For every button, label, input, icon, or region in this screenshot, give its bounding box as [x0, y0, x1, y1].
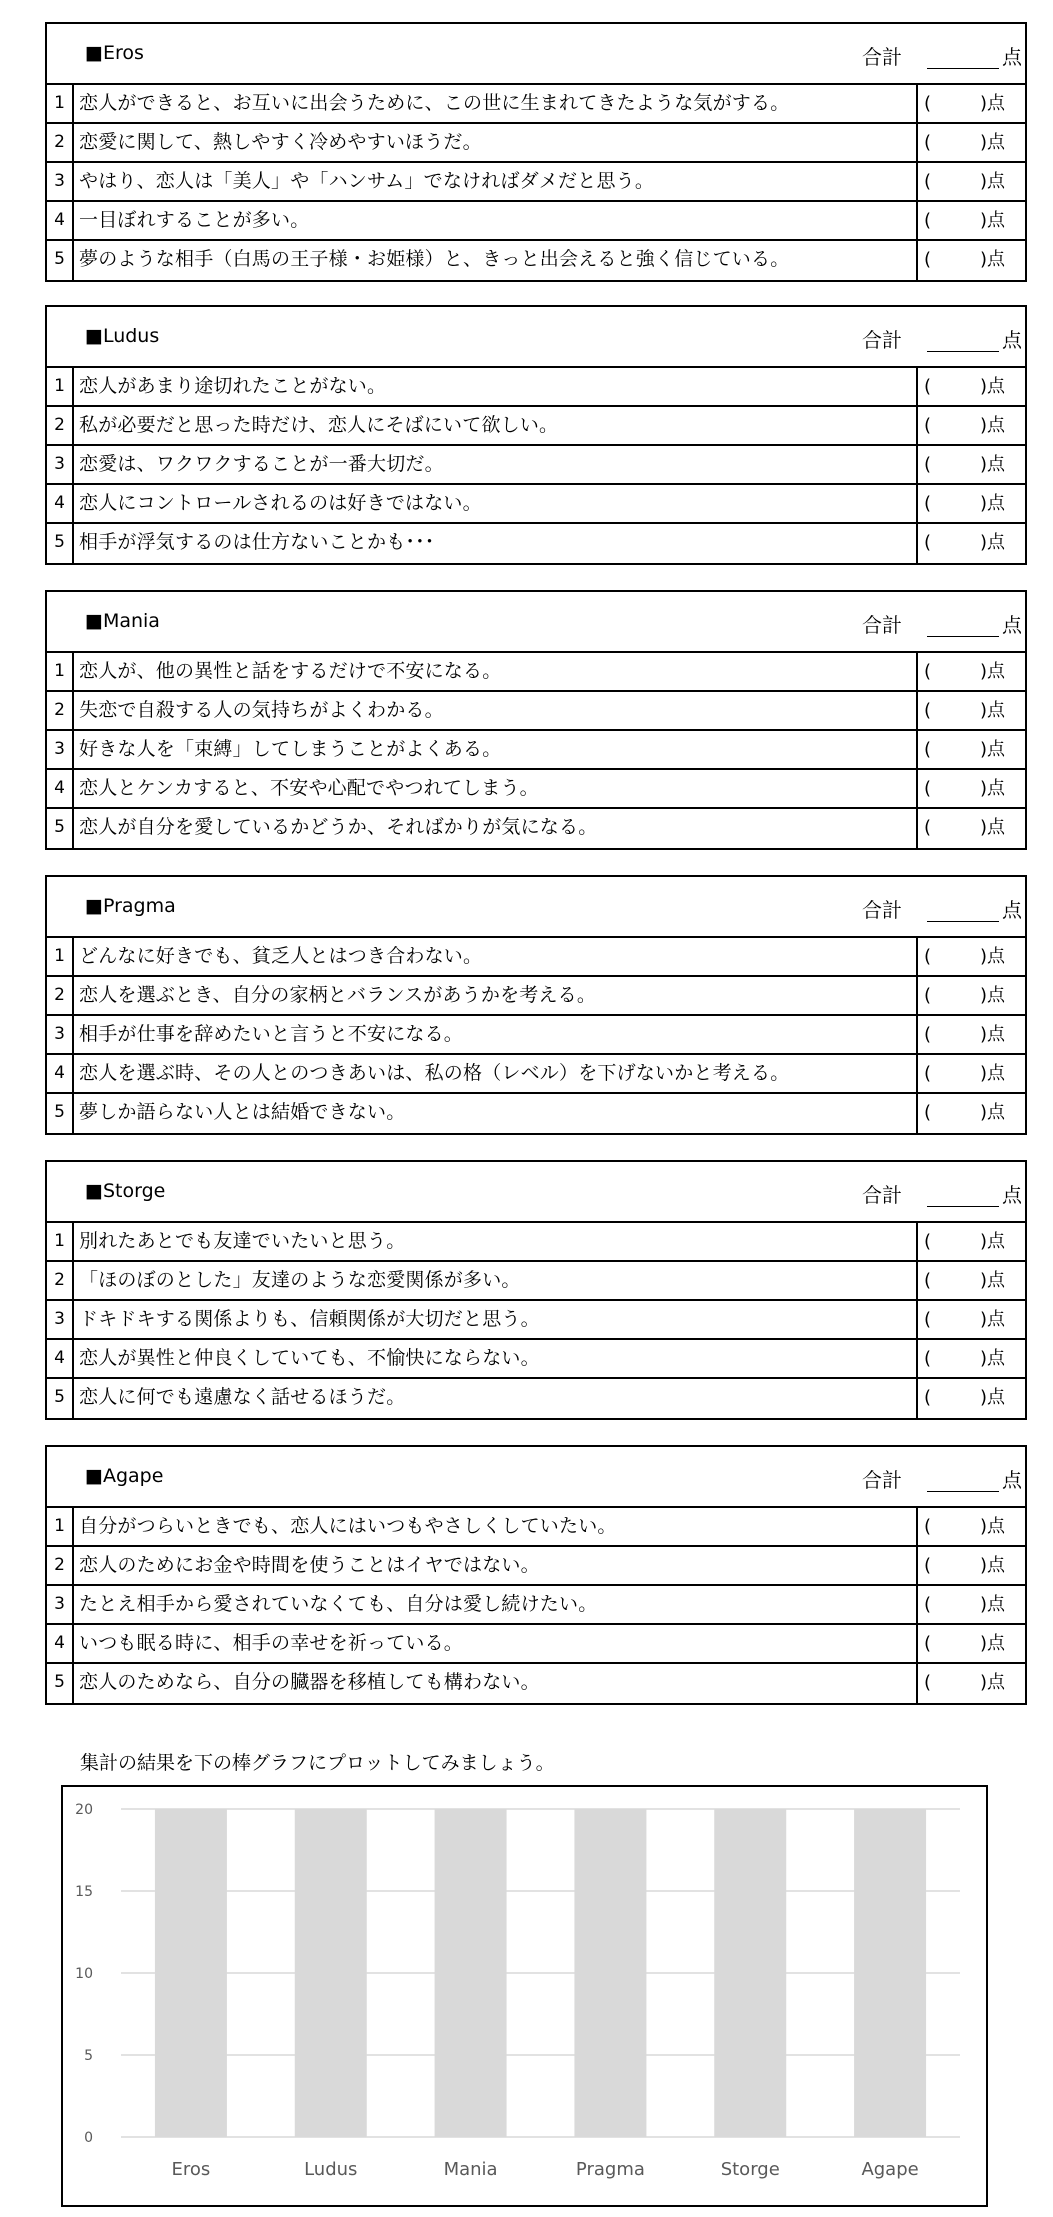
question-text: 恋愛に関して、熱しやすく冷めやすいほうだ。 [74, 124, 918, 161]
score-close-unit: )点 [980, 1555, 1006, 1576]
score-field[interactable] [918, 1379, 1025, 1418]
score-close-unit: )点 [980, 1024, 1006, 1045]
question-text: 恋人を選ぶとき、自分の家柄とバランスがあうかを考える。 [74, 977, 918, 1014]
total-unit: 点 [1002, 45, 1022, 69]
score-open-paren: ( [924, 454, 932, 475]
score-field[interactable] [918, 202, 1025, 239]
question-text: たとえ相手から愛されていなくても、自分は愛し続けたい。 [74, 1586, 918, 1623]
question-row [47, 1016, 1025, 1055]
total-label: 合計 [862, 1468, 902, 1492]
score-close-unit: )点 [980, 249, 1006, 270]
total-input-line[interactable] [927, 636, 999, 637]
score-field[interactable] [918, 1016, 1025, 1053]
section-title: ■Agape [85, 1465, 164, 1487]
score-close-unit: )点 [980, 661, 1006, 682]
question-number: 1 [47, 653, 74, 690]
bar-chart-svg [63, 1787, 986, 2205]
score-open-paren: ( [924, 1063, 932, 1084]
score-open-paren: ( [924, 493, 932, 514]
score-field[interactable] [918, 977, 1025, 1014]
bar-pragma [574, 1809, 646, 2137]
question-text: 恋人が自分を愛しているかどうか、そればかりが気になる。 [74, 809, 918, 848]
total-unit: 点 [1002, 898, 1022, 922]
score-close-unit: )点 [980, 946, 1006, 967]
section-header [47, 1447, 1025, 1508]
section-header [47, 1162, 1025, 1223]
question-row [47, 1055, 1025, 1094]
score-field[interactable] [918, 809, 1025, 848]
question-text: いつも眠る時に、相手の幸せを祈っている。 [74, 1625, 918, 1662]
question-text: 恋人ができると、お互いに出会うために、この世に生まれてきたような気がする。 [74, 85, 918, 122]
section-agape [45, 1445, 1027, 1705]
score-close-unit: )点 [980, 739, 1006, 760]
question-row [47, 163, 1025, 202]
score-field[interactable] [918, 241, 1025, 280]
score-close-unit: )点 [980, 1633, 1006, 1654]
score-open-paren: ( [924, 1594, 932, 1615]
score-open-paren: ( [924, 1672, 932, 1693]
score-field[interactable] [918, 1301, 1025, 1338]
score-close-unit: )点 [980, 1672, 1006, 1693]
question-number: 1 [47, 85, 74, 122]
score-open-paren: ( [924, 1555, 932, 1576]
score-close-unit: )点 [980, 1387, 1006, 1408]
question-text: 「ほのぼのとした」友達のような恋愛関係が多い。 [74, 1262, 918, 1299]
question-text: どんなに好きでも、貧乏人とはつき合わない。 [74, 938, 918, 975]
score-open-paren: ( [924, 817, 932, 838]
question-text: 恋愛は、ワクワクすることが一番大切だ。 [74, 446, 918, 483]
score-close-unit: )点 [980, 493, 1006, 514]
question-text: 恋人を選ぶ時、その人とのつきあいは、私の格（レベル）を下げないかと考える。 [74, 1055, 918, 1092]
score-open-paren: ( [924, 1270, 932, 1291]
question-row [47, 241, 1025, 280]
question-row [47, 1664, 1025, 1703]
bar-chart [61, 1785, 988, 2207]
total-label: 合計 [862, 613, 902, 637]
question-row [47, 770, 1025, 809]
section-title: ■Storge [85, 1180, 166, 1202]
question-row [47, 1625, 1025, 1664]
question-number: 3 [47, 163, 74, 200]
score-open-paren: ( [924, 171, 932, 192]
score-close-unit: )点 [980, 985, 1006, 1006]
question-number: 5 [47, 1664, 74, 1703]
score-open-paren: ( [924, 700, 932, 721]
total-label: 合計 [862, 328, 902, 352]
section-storge [45, 1160, 1027, 1420]
total-label: 合計 [862, 45, 902, 69]
score-close-unit: )点 [980, 700, 1006, 721]
total-unit: 点 [1002, 1468, 1022, 1492]
score-field[interactable] [918, 1586, 1025, 1623]
score-close-unit: )点 [980, 532, 1006, 553]
score-open-paren: ( [924, 778, 932, 799]
question-text: 私が必要だと思った時だけ、恋人にそばにいて欲しい。 [74, 407, 918, 444]
total-input-line[interactable] [927, 68, 999, 69]
question-number: 3 [47, 446, 74, 483]
score-open-paren: ( [924, 946, 932, 967]
score-close-unit: )点 [980, 1231, 1006, 1252]
score-close-unit: )点 [980, 171, 1006, 192]
bar-agape [854, 1809, 926, 2137]
question-number: 4 [47, 770, 74, 807]
question-number: 4 [47, 202, 74, 239]
score-field[interactable] [918, 1547, 1025, 1584]
score-open-paren: ( [924, 93, 932, 114]
question-number: 3 [47, 1301, 74, 1338]
section-mania [45, 590, 1027, 850]
score-open-paren: ( [924, 249, 932, 270]
bar-storge [714, 1809, 786, 2137]
score-close-unit: )点 [980, 1102, 1006, 1123]
section-title: ■Pragma [85, 895, 176, 917]
question-number: 3 [47, 1016, 74, 1053]
question-text: 失恋で自殺する人の気持ちがよくわかる。 [74, 692, 918, 729]
score-open-paren: ( [924, 1633, 932, 1654]
question-row [47, 1547, 1025, 1586]
question-text: 夢しか語らない人とは結婚できない。 [74, 1094, 918, 1133]
score-open-paren: ( [924, 1516, 932, 1537]
x-tick-label: Mania [443, 2159, 498, 2180]
section-title: ■Mania [85, 610, 160, 632]
question-row [47, 809, 1025, 848]
bar-eros [155, 1809, 227, 2137]
question-row [47, 977, 1025, 1016]
section-title: ■Ludus [85, 325, 160, 347]
score-open-paren: ( [924, 1231, 932, 1252]
score-field[interactable] [918, 653, 1025, 690]
question-text: 恋人に何でも遠慮なく話せるほうだ。 [74, 1379, 918, 1418]
section-header [47, 24, 1025, 85]
total-input-line[interactable] [927, 351, 999, 352]
question-text: 恋人とケンカすると、不安や心配でやつれてしまう。 [74, 770, 918, 807]
y-tick-label: 20 [75, 1802, 93, 1818]
question-number: 1 [47, 1508, 74, 1545]
question-number: 2 [47, 124, 74, 161]
score-field[interactable] [918, 485, 1025, 522]
score-field[interactable] [918, 1223, 1025, 1260]
question-number: 3 [47, 731, 74, 768]
score-open-paren: ( [924, 415, 932, 436]
score-close-unit: )点 [980, 778, 1006, 799]
question-text: 恋人があまり途切れたことがない。 [74, 368, 918, 405]
total-input-line[interactable] [927, 921, 999, 922]
score-open-paren: ( [924, 739, 932, 760]
y-tick-label: 5 [84, 2048, 93, 2064]
score-open-paren: ( [924, 210, 932, 231]
question-text: やはり、恋人は「美人」や「ハンサム」でなければダメだと思う。 [74, 163, 918, 200]
score-open-paren: ( [924, 1387, 932, 1408]
question-text: 恋人にコントロールされるのは好きではない。 [74, 485, 918, 522]
x-tick-label: Storge [720, 2159, 780, 2180]
question-row [47, 1094, 1025, 1133]
question-row [47, 485, 1025, 524]
question-row [47, 407, 1025, 446]
score-open-paren: ( [924, 132, 932, 153]
score-close-unit: )点 [980, 454, 1006, 475]
question-number: 1 [47, 938, 74, 975]
question-row [47, 524, 1025, 563]
question-number: 5 [47, 524, 74, 563]
question-number: 4 [47, 1340, 74, 1377]
x-tick-label: Agape [861, 2159, 919, 2180]
question-row [47, 1301, 1025, 1340]
score-close-unit: )点 [980, 376, 1006, 397]
score-field[interactable] [918, 124, 1025, 161]
question-text: 恋人のためなら、自分の臓器を移植しても構わない。 [74, 1664, 918, 1703]
question-row [47, 731, 1025, 770]
question-number: 4 [47, 1055, 74, 1092]
y-tick-label: 0 [84, 2130, 93, 2146]
section-header [47, 307, 1025, 368]
bar-mania [435, 1809, 507, 2137]
score-open-paren: ( [924, 1024, 932, 1045]
y-tick-label: 10 [75, 1966, 93, 1982]
section-eros [45, 22, 1027, 282]
score-field[interactable] [918, 163, 1025, 200]
question-row [47, 653, 1025, 692]
score-close-unit: )点 [980, 1063, 1006, 1084]
score-open-paren: ( [924, 532, 932, 553]
score-field[interactable] [918, 1262, 1025, 1299]
question-text: 好きな人を「束縛」してしまうことがよくある。 [74, 731, 918, 768]
total-unit: 点 [1002, 613, 1022, 637]
score-field[interactable] [918, 85, 1025, 122]
question-row [47, 124, 1025, 163]
score-field[interactable] [918, 1508, 1025, 1545]
question-text: 夢のような相手（白馬の王子様・お姫様）と、きっと出会えると強く信じている。 [74, 241, 918, 280]
question-row [47, 368, 1025, 407]
score-field[interactable] [918, 407, 1025, 444]
total-input-line[interactable] [927, 1491, 999, 1492]
y-tick-label: 15 [75, 1884, 93, 1900]
question-row [47, 202, 1025, 241]
score-close-unit: )点 [980, 1516, 1006, 1537]
section-title: ■Eros [85, 42, 144, 64]
x-tick-label: Ludus [304, 2159, 358, 2180]
question-row [47, 1508, 1025, 1547]
score-open-paren: ( [924, 376, 932, 397]
question-number: 3 [47, 1586, 74, 1623]
score-field[interactable] [918, 446, 1025, 483]
score-close-unit: )点 [980, 1309, 1006, 1330]
score-open-paren: ( [924, 661, 932, 682]
question-text: 自分がつらいときでも、恋人にはいつもやさしくしていたい。 [74, 1508, 918, 1545]
score-field[interactable] [918, 1625, 1025, 1662]
question-number: 5 [47, 809, 74, 848]
question-number: 2 [47, 977, 74, 1014]
question-row [47, 446, 1025, 485]
question-text: 恋人のためにお金や時間を使うことはイヤではない。 [74, 1547, 918, 1584]
section-ludus [45, 305, 1027, 565]
total-input-line[interactable] [927, 1206, 999, 1207]
question-text: 恋人が、他の異性と話をするだけで不安になる。 [74, 653, 918, 690]
x-tick-label: Eros [171, 2159, 211, 2180]
question-text: ドキドキする関係よりも、信頼関係が大切だと思う。 [74, 1301, 918, 1338]
question-number: 4 [47, 485, 74, 522]
question-row [47, 1223, 1025, 1262]
score-open-paren: ( [924, 1102, 932, 1123]
question-text: 相手が仕事を辞めたいと言うと不安になる。 [74, 1016, 918, 1053]
question-number: 4 [47, 1625, 74, 1662]
question-row [47, 1262, 1025, 1301]
question-row [47, 1586, 1025, 1625]
score-field[interactable] [918, 731, 1025, 768]
x-tick-label: Pragma [575, 2159, 645, 2180]
score-open-paren: ( [924, 1309, 932, 1330]
score-field[interactable] [918, 368, 1025, 405]
score-close-unit: )点 [980, 1594, 1006, 1615]
question-number: 2 [47, 1547, 74, 1584]
question-number: 1 [47, 1223, 74, 1260]
score-close-unit: )点 [980, 210, 1006, 231]
score-close-unit: )点 [980, 93, 1006, 114]
score-close-unit: )点 [980, 132, 1006, 153]
question-text: 相手が浮気するのは仕方ないことかも･･･ [74, 524, 918, 563]
question-number: 5 [47, 1094, 74, 1133]
section-header [47, 877, 1025, 938]
section-pragma [45, 875, 1027, 1135]
question-number: 2 [47, 1262, 74, 1299]
total-unit: 点 [1002, 1183, 1022, 1207]
question-row [47, 938, 1025, 977]
score-close-unit: )点 [980, 817, 1006, 838]
question-number: 5 [47, 1379, 74, 1418]
question-row [47, 85, 1025, 124]
question-text: 別れたあとでも友達でいたいと思う。 [74, 1223, 918, 1260]
score-field[interactable] [918, 1340, 1025, 1377]
score-close-unit: )点 [980, 1348, 1006, 1369]
total-label: 合計 [862, 1183, 902, 1207]
total-unit: 点 [1002, 328, 1022, 352]
question-row [47, 1379, 1025, 1418]
score-close-unit: )点 [980, 415, 1006, 436]
question-number: 2 [47, 407, 74, 444]
question-number: 2 [47, 692, 74, 729]
score-field[interactable] [918, 938, 1025, 975]
score-field[interactable] [918, 1055, 1025, 1092]
score-open-paren: ( [924, 985, 932, 1006]
question-number: 1 [47, 368, 74, 405]
score-field[interactable] [918, 692, 1025, 729]
question-text: 一目ぼれすることが多い。 [74, 202, 918, 239]
score-close-unit: )点 [980, 1270, 1006, 1291]
bar-ludus [295, 1809, 367, 2137]
score-open-paren: ( [924, 1348, 932, 1369]
score-field[interactable] [918, 1664, 1025, 1703]
score-field[interactable] [918, 524, 1025, 563]
question-row [47, 1340, 1025, 1379]
question-row [47, 692, 1025, 731]
section-header [47, 592, 1025, 653]
score-field[interactable] [918, 770, 1025, 807]
total-label: 合計 [862, 898, 902, 922]
chart-instruction: 集計の結果を下の棒グラフにプロットしてみましょう。 [80, 1752, 555, 1774]
score-field[interactable] [918, 1094, 1025, 1133]
question-text: 恋人が異性と仲良くしていても、不愉快にならない。 [74, 1340, 918, 1377]
question-number: 5 [47, 241, 74, 280]
